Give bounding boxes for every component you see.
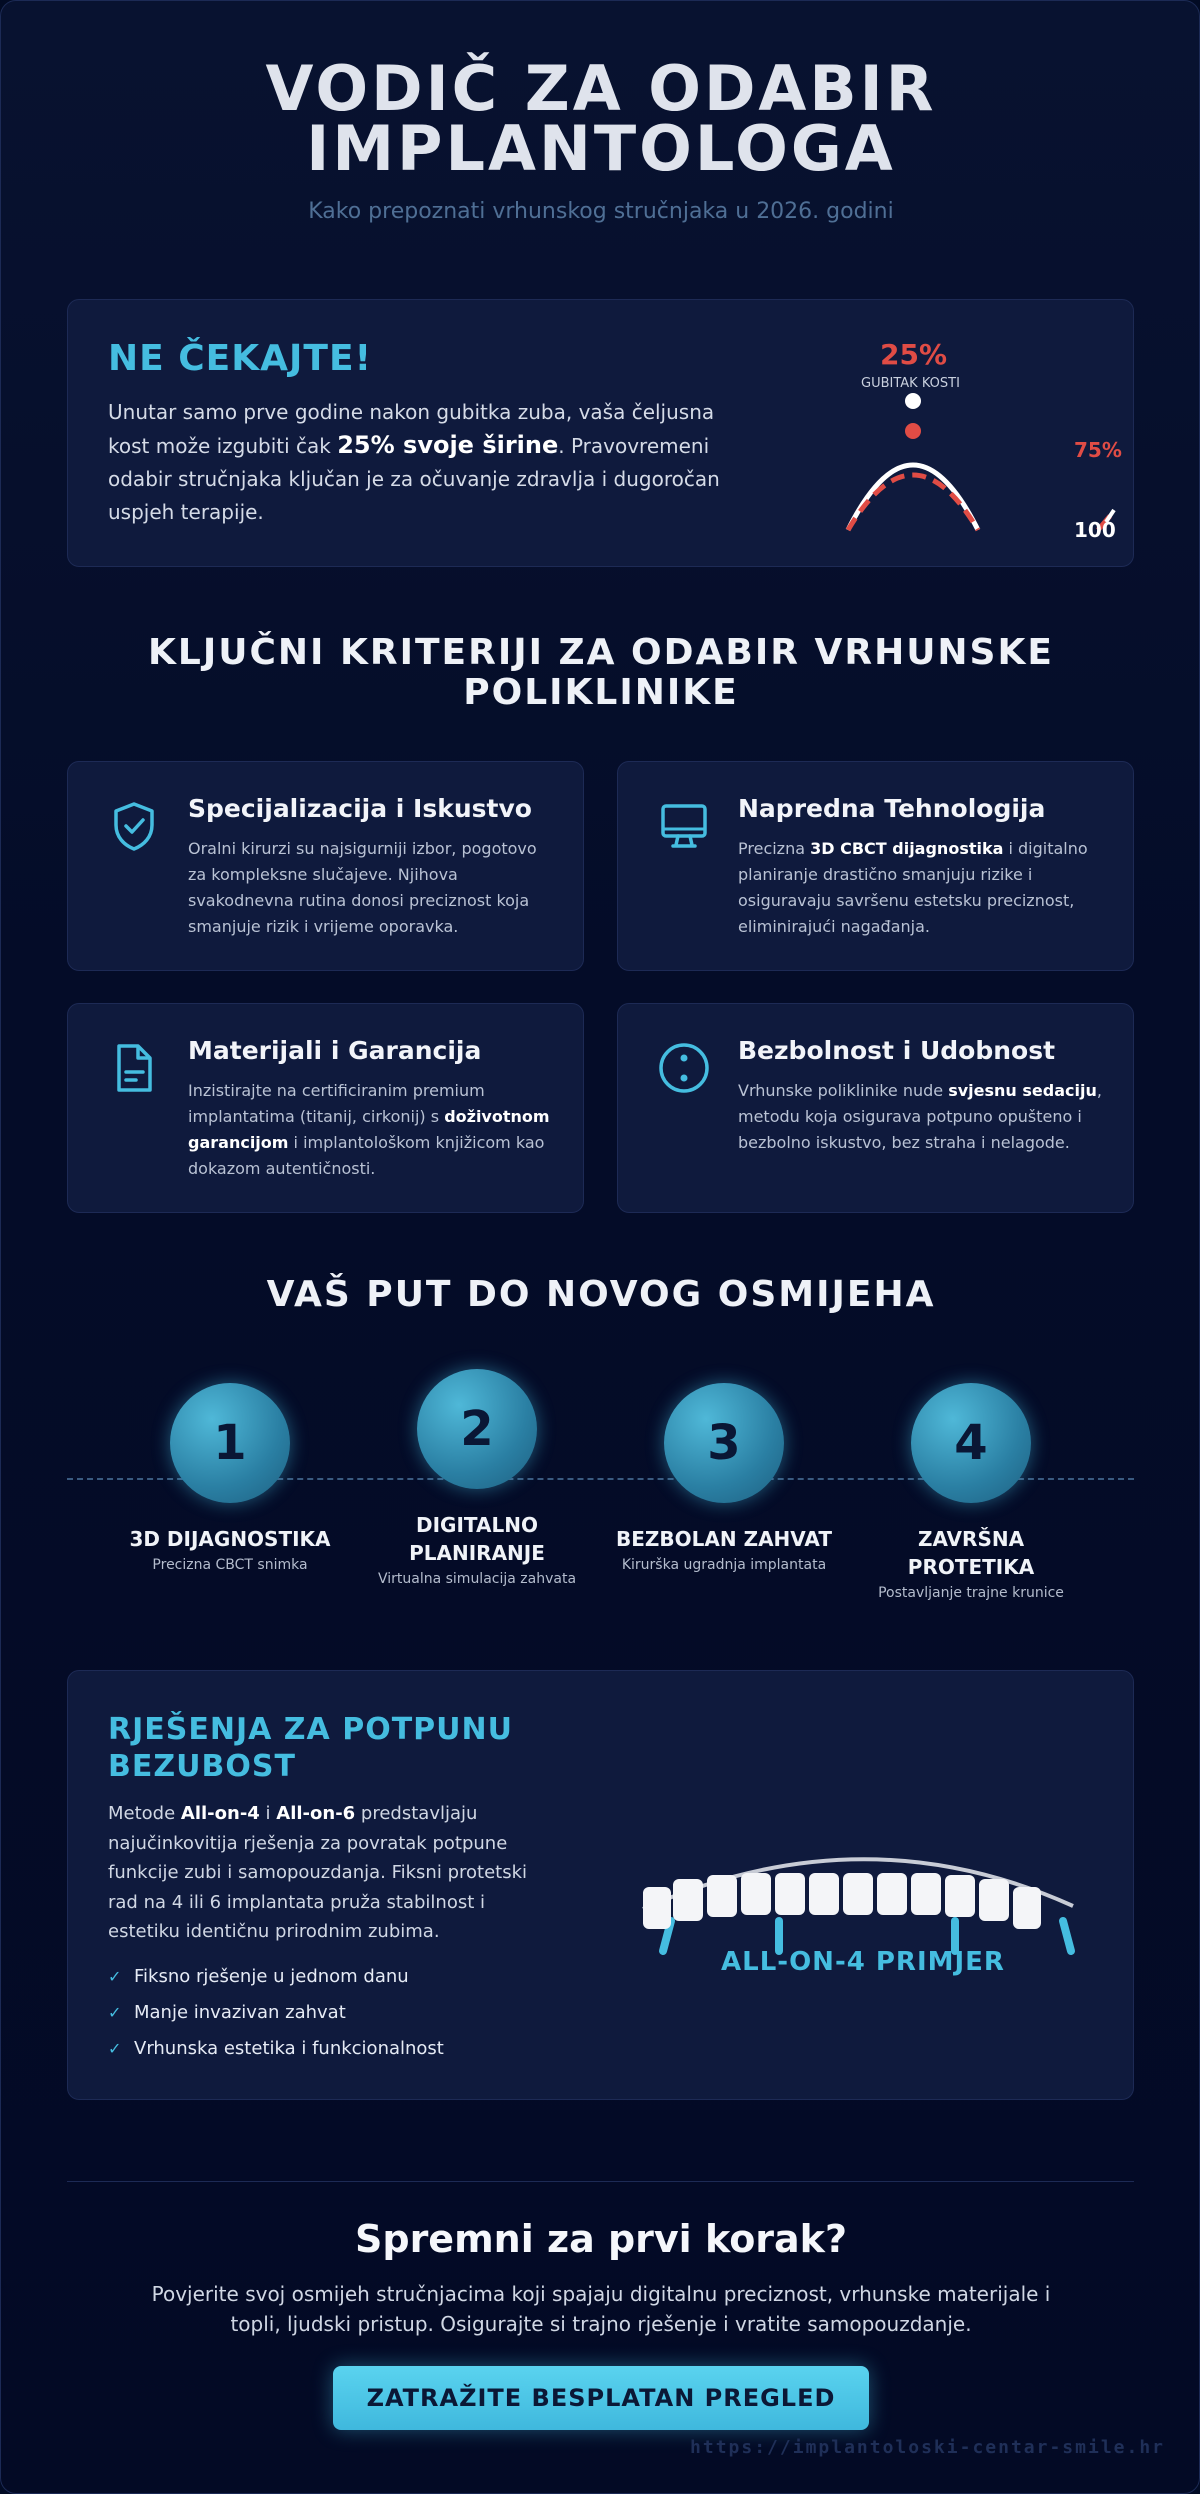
solution-title: RJEŠENJA ZA POTPUNU BEZUBOST [108,1712,513,1784]
step-item [362,1369,592,1587]
solution-text [108,1799,548,1947]
bullet-text: Fiksno rješenje u jednom danu [134,1966,409,1987]
bone-loss-gauge [768,330,1128,550]
step-desc: Kirurška ugradnja implantata [621,1557,827,1573]
criterion-text [188,1078,558,1182]
criterion-text: Oralni kirurzi su najsigurniji izbor, pogotovo za kompleksne slučajeve. Njihova svakodnevna rutina donosi preciznost koja smanjuje rizik i vrijeme oporavka. [188,839,537,936]
alert-text [108,396,748,529]
divider [67,2181,1134,2182]
step-title: BEZBOLAN ZAHVAT [616,1527,832,1551]
criterion-card [67,1003,584,1213]
alert-text-part: . Pravovremeni odabir stručnjaka ključan je za očuvanje zdravlja i dugoročan uspjeh terapije. [108,434,720,524]
bullet-text: Vrhunska estetika i funkcionalnost [134,2038,444,2059]
step-number: 3 [664,1383,784,1503]
gauge-percent: 25% [880,338,948,371]
step-title: DIGITALNO PLANIRANJE [409,1513,545,1565]
all-on-4-label: ALL-ON-4 PRIMJER [721,1947,1005,1977]
criterion-card [617,1003,1134,1213]
header [1,52,1200,224]
solution-text-part: predstavljaju najučinkovitija rješenja za povratak potpune funkcije zubi i samopouzdanja. Fiksni protetski rad na 4 ili 6 implantata pruža stabilnost i estetiku identičnu prirodnim zubima. [108,1803,528,1942]
criterion-text-part: , metodu koja osigurava potpuno opušteno i bezbolno iskustvo, bez straha i nelagode. [738,1081,1102,1152]
step-desc: Virtualna simulacija zahvata [377,1571,577,1587]
page-title: VODIČ ZA ODABIR IMPLANTOLOGA [265,52,937,185]
criterion-card [67,761,584,971]
list-item [108,1995,444,2031]
alert-highlight: 25% svoje širine [337,431,559,459]
criterion-title: Bezbolnost i Udobnost [738,1036,1056,1065]
gauge-caption: GUBITAK KOSTI [861,376,960,391]
journey-title: VAŠ PUT DO NOVOG OSMIJEHA [266,1274,936,1315]
bullet-text: Manje invazivan zahvat [134,2002,346,2023]
solution-text-part: Metode [108,1803,181,1824]
check-icon: ✓ [108,2003,122,2022]
criterion-title: Specijalizacija i Iskustvo [188,794,532,823]
website-url[interactable]: https://implantoloski-centar-smile.hr [690,2437,1165,2458]
step-desc: Postavljanje trajne krunice [878,1585,1064,1601]
list-item [108,1959,444,1995]
criterion-text-bold: doživotnom garancijom [188,1107,550,1152]
criterion-text-part: Precizna [738,839,811,858]
solution-text-bold: All-on-6 [276,1803,356,1824]
criterion-card [617,761,1134,971]
check-icon: ✓ [108,2039,122,2058]
solution-card [67,1670,1134,2100]
alert-text-part: Unutar samo prve godine nakon gubitka zuba, vaša čeljusna kost može izgubiti čak [108,400,715,458]
step-number: 4 [911,1383,1031,1503]
monitor-icon [656,798,712,854]
request-exam-button[interactable]: ZATRAŽITE BESPLATAN PREGLED [333,2366,869,2430]
criterion-text-part: Vrhunske poliklinike nude [738,1081,949,1100]
document-icon [106,1040,162,1096]
shield-check-icon [106,798,162,854]
gauge-label-100: 100 [1074,518,1116,542]
cta-text: Povjerite svoj osmijeh stručnjacima koji spajaju digitalnu preciznost, vrhunske materijale i topli, ljudski pristup. Osigurajte si trajno rješenje i vratite samopouzdanje. [151,2282,1051,2336]
page-subtitle: Kako prepoznati vrhunskog stručnjaka u 2026. godini [308,199,894,224]
step-item [856,1383,1086,1601]
solution-text-part: i [259,1803,277,1824]
alert-card [67,299,1134,567]
list-item [108,2031,444,2067]
gauge-label-75: 75% [1074,438,1122,462]
step-item [115,1383,345,1573]
solution-text-bold: All-on-4 [180,1803,260,1824]
alert-title: NE ČEKAJTE! [108,338,372,379]
solution-bullets [108,1959,444,2067]
criterion-title: Napredna Tehnologija [738,794,1046,823]
criterion-text [738,1078,1108,1156]
step-number: 1 [170,1383,290,1503]
step-title: 3D DIJAGNOSTIKA [129,1527,331,1551]
cta-title: Spremni za prvi korak? [355,2217,847,2261]
criterion-text-part: Inzistirajte na certificiranim premium implantatima (titanij, cirkonij) s [188,1081,485,1126]
comfort-icon [656,1040,712,1096]
criterion-text-part: i digitalno planiranje drastično smanjuju rizike i osiguravaju savršenu estetsku preciznost, eliminirajući nagađanja. [738,839,1088,936]
criterion-text [738,836,1108,940]
check-icon: ✓ [108,1967,122,1986]
step-item [609,1383,839,1573]
criterion-title: Materijali i Garancija [188,1036,482,1065]
criterion-text-bold: svjesnu sedaciju [948,1081,1097,1100]
criteria-title: KLJUČNI KRITERIJI ZA ODABIR VRHUNSKE POLIKLINIKE [148,632,1054,713]
criterion-text-part: i implantološkom knjižicom kao dokazom autentičnosti. [188,1133,545,1178]
criterion-text-bold: 3D CBCT dijagnostika [810,839,1004,858]
step-number: 2 [417,1369,537,1489]
step-title: ZAVRŠNA PROTETIKA [907,1527,1035,1579]
step-desc: Precizna CBCT snimka [152,1557,308,1573]
